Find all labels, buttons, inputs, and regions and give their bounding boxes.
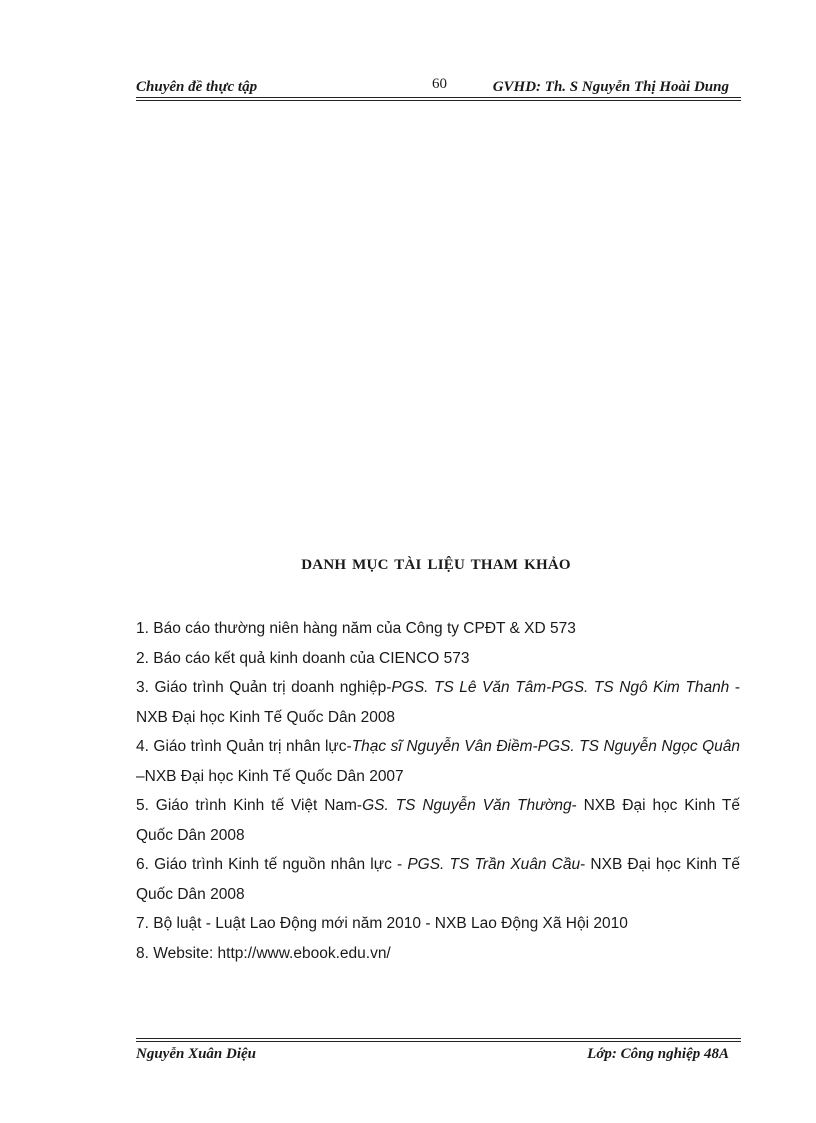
header-supervisor: GVHD: Th. S Nguyễn Thị Hoài Dung <box>492 79 729 95</box>
footer-author: Nguyễn Xuân Diệu <box>136 1046 257 1062</box>
references-list <box>136 614 740 968</box>
reference-item: 3. Giáo trình Quản trị doanh nghiệp-PGS. TS Lê Văn Tâm-PGS. TS Ngô Kim Thanh - NXB Đại học Kinh Tế Quốc Dân 2008 <box>136 679 740 726</box>
page-footer <box>136 1038 741 1068</box>
reference-item: 7. Bộ luật - Luật Lao Động mới năm 2010 - NXB Lao Động Xã Hội 2010 <box>136 915 628 932</box>
footer-class: Lớp: Công nghiệp 48A <box>587 1046 729 1062</box>
reference-item: 5. Giáo trình Kinh tế Việt Nam-GS. TS Nguyễn Văn Thường- NXB Đại học Kinh Tế Quốc Dân 2008 <box>136 797 740 844</box>
reference-item: 1. Báo cáo thường niên hàng năm của Công ty CPĐT & XD 573 <box>136 620 576 637</box>
footer-rule <box>136 1038 741 1039</box>
header-rule-thin <box>136 100 741 101</box>
page-number: 60 <box>432 76 447 92</box>
references-title: DANH MỤC TÀI LIỆU THAM KHẢO <box>301 557 571 573</box>
reference-item: 6. Giáo trình Kinh tế nguồn nhân lực - PGS. TS Trần Xuân Cầu- NXB Đại học Kinh Tế Quốc Dân 2008 <box>136 856 740 903</box>
header-course-title: Chuyên đề thực tập <box>136 79 258 95</box>
reference-item: 8. Website: http://www.ebook.edu.vn/ <box>136 944 391 962</box>
header-rule <box>136 97 741 98</box>
footer-rule-thin <box>136 1041 741 1042</box>
reference-item: 2. Báo cáo kết quả kinh doanh của CIENCO 573 <box>136 649 470 667</box>
reference-item: 4. Giáo trình Quản trị nhân lực-Thạc sĩ Nguyễn Vân Điềm-PGS. TS Nguyễn Ngọc Quân –NXB Đại học Kinh Tế Quốc Dân 2007 <box>136 738 740 785</box>
page-header <box>136 74 741 100</box>
